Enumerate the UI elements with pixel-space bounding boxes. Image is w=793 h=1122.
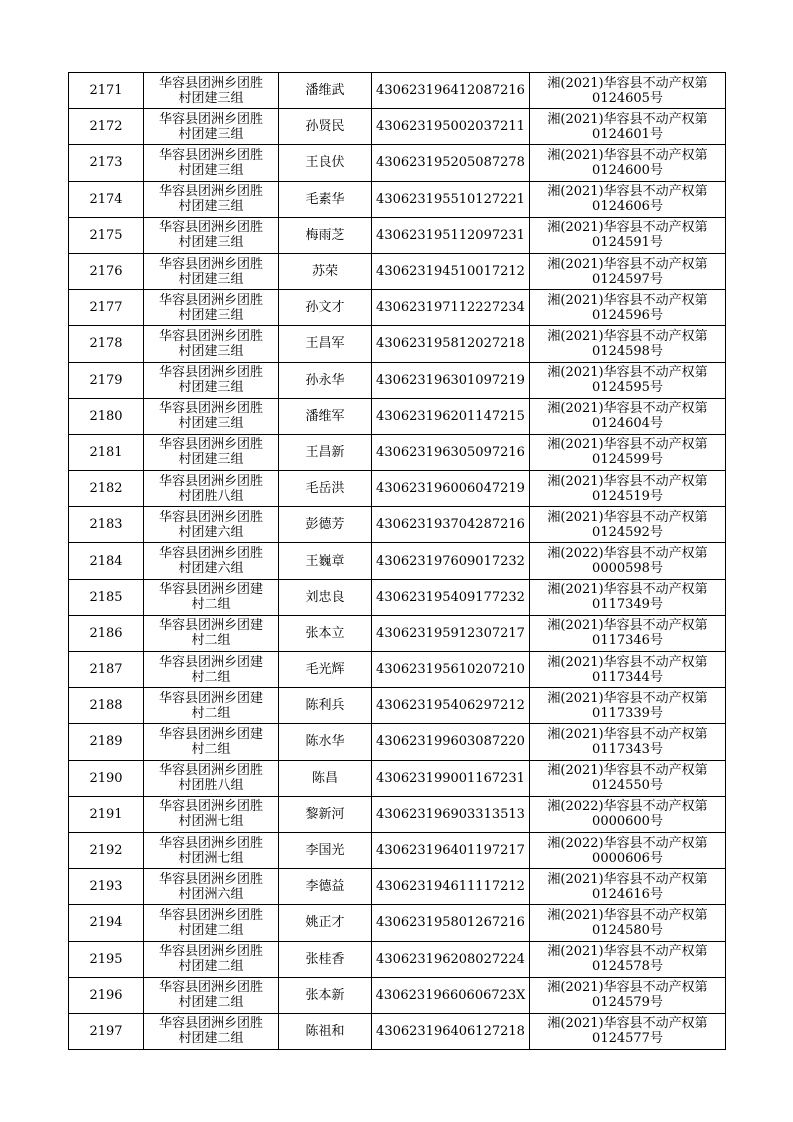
certificate-cell [530,724,726,760]
address-line-1: 华容县团洲乡团建 [158,618,263,634]
serial-number-cell: 2194 [69,905,144,941]
address-cell [144,145,279,181]
certificate-cell [530,1013,726,1049]
owner-name-cell: 彭德芳 [279,507,372,543]
certificate-line-2: 0117349号 [592,597,663,613]
address-cell [144,181,279,217]
address-line-1: 华容县团洲乡团胜 [158,1016,263,1032]
address-cell [144,543,279,579]
certificate-cell [530,869,726,905]
id-number-cell: 430623196201147215 [372,398,530,434]
address-cell [144,652,279,688]
certificate-cell [530,796,726,832]
serial-number-cell: 2175 [69,217,144,253]
certificate-cell [530,832,726,868]
address-cell [144,869,279,905]
certificate-line-1: 湘(2021)华容县不动产权第 [547,871,708,887]
table-row [69,579,726,615]
certificate-line-2: 0117339号 [592,705,663,721]
address-line-1: 华容县团洲乡团胜 [158,799,263,815]
id-number-cell: 430623195205087278 [372,145,530,181]
owner-name-cell: 李国光 [279,832,372,868]
certificate-line-2: 0117343号 [592,741,663,757]
table-row [69,869,726,905]
owner-name-cell: 姚正才 [279,905,372,941]
serial-number-cell: 2185 [69,579,144,615]
table-row [69,109,726,145]
certificate-line-2: 0117344号 [592,669,663,685]
certificate-line-1: 湘(2021)华容县不动产权第 [547,75,708,91]
certificate-cell [530,326,726,362]
address-line-1: 华容县团洲乡团胜 [158,763,263,779]
address-line-2: 村团建六组 [178,561,244,577]
address-cell [144,905,279,941]
certificate-cell [530,434,726,470]
serial-number-cell: 2188 [69,688,144,724]
id-number-cell: 430623195510127221 [372,181,530,217]
address-line-1: 华容县团洲乡团胜 [158,75,263,91]
owner-name-cell: 张桂香 [279,941,372,977]
owner-name-cell: 潘维军 [279,398,372,434]
certificate-cell [530,977,726,1013]
id-number-cell: 430623199001167231 [372,760,530,796]
serial-number-cell: 2171 [69,73,144,109]
certificate-cell [530,73,726,109]
table-row [69,796,726,832]
certificate-line-2: 0124591号 [592,235,663,251]
table-row [69,290,726,326]
id-number-cell: 430623193704287216 [372,507,530,543]
certificate-line-2: 0124599号 [592,452,663,468]
certificate-cell [530,652,726,688]
table-row [69,471,726,507]
owner-name-cell: 张本新 [279,977,372,1013]
serial-number-cell: 2178 [69,326,144,362]
owner-name-cell: 苏荣 [279,253,372,289]
id-number-cell: 430623196401197217 [372,832,530,868]
address-cell [144,253,279,289]
address-line-1: 华容县团洲乡团胜 [158,220,263,236]
address-cell [144,615,279,651]
address-line-1: 华容县团洲乡团胜 [158,184,263,200]
table-row [69,760,726,796]
id-number-cell: 430623196208027224 [372,941,530,977]
address-line-2: 村团建三组 [178,126,244,142]
address-line-1: 华容县团洲乡团建 [158,726,263,742]
certificate-cell [530,941,726,977]
certificate-line-2: 0124550号 [592,778,663,794]
serial-number-cell: 2186 [69,615,144,651]
address-cell [144,1013,279,1049]
owner-name-cell: 张本立 [279,615,372,651]
address-cell [144,977,279,1013]
serial-number-cell: 2180 [69,398,144,434]
address-cell [144,507,279,543]
certificate-cell [530,253,726,289]
address-cell [144,434,279,470]
serial-number-cell: 2183 [69,507,144,543]
address-line-1: 华容县团洲乡团胜 [158,328,263,344]
id-number-cell: 430623196406127218 [372,1013,530,1049]
certificate-line-2: 0124596号 [592,307,663,323]
certificate-line-1: 湘(2021)华容县不动产权第 [547,184,708,200]
table-row [69,181,726,217]
owner-name-cell: 潘维武 [279,73,372,109]
table-row [69,652,726,688]
serial-number-cell: 2197 [69,1013,144,1049]
certificate-cell [530,217,726,253]
address-line-2: 村团建三组 [178,307,244,323]
certificate-line-1: 湘(2022)华容县不动产权第 [547,799,708,815]
certificate-line-1: 湘(2021)华容县不动产权第 [547,654,708,670]
certificate-line-1: 湘(2021)华容县不动产权第 [547,726,708,742]
certificate-line-1: 湘(2021)华容县不动产权第 [547,690,708,706]
address-line-1: 华容县团洲乡团建 [158,690,263,706]
address-line-1: 华容县团洲乡团胜 [158,980,263,996]
owner-name-cell: 梅雨芝 [279,217,372,253]
owner-name-cell: 王巍章 [279,543,372,579]
table-row [69,977,726,1013]
serial-number-cell: 2192 [69,832,144,868]
address-line-2: 村团建三组 [178,271,244,287]
id-number-cell: 430623195912307217 [372,615,530,651]
certificate-cell [530,398,726,434]
certificate-line-1: 湘(2021)华容县不动产权第 [547,365,708,381]
address-line-1: 华容县团洲乡团建 [158,654,263,670]
owner-name-cell: 王昌军 [279,326,372,362]
table-row [69,688,726,724]
address-line-1: 华容县团洲乡团胜 [158,907,263,923]
serial-number-cell: 2179 [69,362,144,398]
certificate-line-1: 湘(2021)华容县不动产权第 [547,437,708,453]
address-cell [144,724,279,760]
serial-number-cell: 2191 [69,796,144,832]
table-row [69,73,726,109]
address-cell [144,326,279,362]
certificate-cell [530,290,726,326]
owner-name-cell: 毛岳洪 [279,471,372,507]
table-row [69,941,726,977]
serial-number-cell: 2176 [69,253,144,289]
owner-name-cell: 毛素华 [279,181,372,217]
address-cell [144,362,279,398]
certificate-line-1: 湘(2021)华容县不动产权第 [547,618,708,634]
certificate-cell [530,507,726,543]
certificate-line-2: 0124601号 [592,126,663,142]
id-number-cell: 430623196006047219 [372,471,530,507]
address-line-2: 村团洲七组 [178,814,244,830]
address-line-1: 华容县团洲乡团建 [158,582,263,598]
certificate-cell [530,905,726,941]
id-number-cell: 43062319660606723X [372,977,530,1013]
address-line-1: 华容县团洲乡团胜 [158,437,263,453]
id-number-cell: 430623196305097216 [372,434,530,470]
table-row [69,1013,726,1049]
certificate-line-1: 湘(2021)华容县不动产权第 [547,256,708,272]
id-number-cell: 430623195002037211 [372,109,530,145]
table-row [69,543,726,579]
certificate-line-2: 0000600号 [592,814,663,830]
certificate-line-2: 0124600号 [592,162,663,178]
address-line-2: 村二组 [191,633,231,649]
certificate-cell [530,109,726,145]
id-number-cell: 430623194510017212 [372,253,530,289]
id-number-cell: 430623197609017232 [372,543,530,579]
certificate-line-2: 0124606号 [592,199,663,215]
id-number-cell: 430623195801267216 [372,905,530,941]
address-line-1: 华容县团洲乡团胜 [158,365,263,381]
id-number-cell: 430623196412087216 [372,73,530,109]
address-line-2: 村团胜八组 [178,488,244,504]
serial-number-cell: 2177 [69,290,144,326]
certificate-line-2: 0124580号 [592,922,663,938]
address-cell [144,796,279,832]
table-row [69,832,726,868]
certificate-line-2: 0124598号 [592,343,663,359]
certificate-line-2: 0000606号 [592,850,663,866]
certificate-cell [530,362,726,398]
address-line-2: 村团建二组 [178,959,244,975]
address-cell [144,688,279,724]
certificate-line-1: 湘(2021)华容县不动产权第 [547,473,708,489]
id-number-cell: 430623195409177232 [372,579,530,615]
owner-name-cell: 陈祖和 [279,1013,372,1049]
certificate-line-1: 湘(2021)华容县不动产权第 [547,907,708,923]
address-line-2: 村团建二组 [178,995,244,1011]
certificate-line-1: 湘(2021)华容县不动产权第 [547,763,708,779]
owner-name-cell: 陈水华 [279,724,372,760]
address-line-1: 华容县团洲乡团胜 [158,944,263,960]
id-number-cell: 430623195812027218 [372,326,530,362]
table-row [69,398,726,434]
certificate-cell [530,579,726,615]
owner-name-cell: 李德益 [279,869,372,905]
certificate-cell [530,760,726,796]
serial-number-cell: 2174 [69,181,144,217]
address-line-1: 华容县团洲乡团胜 [158,546,263,562]
id-number-cell: 430623194611117212 [372,869,530,905]
serial-number-cell: 2196 [69,977,144,1013]
serial-number-cell: 2173 [69,145,144,181]
table-row [69,905,726,941]
address-line-1: 华容县团洲乡团胜 [158,473,263,489]
owner-name-cell: 陈利兵 [279,688,372,724]
address-line-1: 华容县团洲乡团胜 [158,509,263,525]
certificate-line-1: 湘(2022)华容县不动产权第 [547,546,708,562]
table-row [69,326,726,362]
owner-name-cell: 黎新河 [279,796,372,832]
id-number-cell: 430623196301097219 [372,362,530,398]
certificate-line-2: 0124579号 [592,995,663,1011]
certificate-cell [530,615,726,651]
certificate-cell [530,471,726,507]
address-line-1: 华容县团洲乡团胜 [158,835,263,851]
certificate-line-1: 湘(2021)华容县不动产权第 [547,147,708,163]
certificate-line-2: 0124578号 [592,959,663,975]
address-line-1: 华容县团洲乡团胜 [158,256,263,272]
owner-name-cell: 孙永华 [279,362,372,398]
address-line-1: 华容县团洲乡团胜 [158,292,263,308]
table-row [69,615,726,651]
certificate-line-1: 湘(2021)华容县不动产权第 [547,509,708,525]
address-cell [144,109,279,145]
table-row [69,507,726,543]
owner-name-cell: 孙文才 [279,290,372,326]
certificate-line-2: 0124519号 [592,488,663,504]
address-line-1: 华容县团洲乡团胜 [158,401,263,417]
certificate-line-1: 湘(2022)华容县不动产权第 [547,835,708,851]
table-row [69,434,726,470]
address-cell [144,832,279,868]
id-number-cell: 430623199603087220 [372,724,530,760]
owner-name-cell: 王良伏 [279,145,372,181]
certificate-line-2: 0124616号 [592,886,663,902]
certificate-cell [530,145,726,181]
address-line-2: 村二组 [191,597,231,613]
certificate-line-2: 0124597号 [592,271,663,287]
address-line-1: 华容县团洲乡团胜 [158,111,263,127]
address-line-1: 华容县团洲乡团胜 [158,871,263,887]
owner-name-cell: 王昌新 [279,434,372,470]
address-line-2: 村团建三组 [178,343,244,359]
id-number-cell: 430623197112227234 [372,290,530,326]
serial-number-cell: 2189 [69,724,144,760]
address-line-2: 村团建六组 [178,524,244,540]
certificate-line-1: 湘(2021)华容县不动产权第 [547,944,708,960]
address-line-2: 村团建三组 [178,416,244,432]
id-number-cell: 430623195406297212 [372,688,530,724]
certificate-line-2: 0124577号 [592,1031,663,1047]
serial-number-cell: 2184 [69,543,144,579]
serial-number-cell: 2172 [69,109,144,145]
owner-name-cell: 毛光辉 [279,652,372,688]
address-line-2: 村团建三组 [178,199,244,215]
address-line-2: 村二组 [191,669,231,685]
table-row [69,145,726,181]
certificate-line-2: 0124592号 [592,524,663,540]
certificate-cell [530,688,726,724]
certificate-line-1: 湘(2021)华容县不动产权第 [547,980,708,996]
certificate-line-1: 湘(2021)华容县不动产权第 [547,220,708,236]
address-line-2: 村团建二组 [178,1031,244,1047]
serial-number-cell: 2195 [69,941,144,977]
certificate-line-2: 0000598号 [592,561,663,577]
certificate-cell [530,181,726,217]
certificate-line-1: 湘(2021)华容县不动产权第 [547,401,708,417]
id-number-cell: 430623196903313513 [372,796,530,832]
address-cell [144,941,279,977]
serial-number-cell: 2193 [69,869,144,905]
address-line-2: 村二组 [191,741,231,757]
address-line-2: 村团胜八组 [178,778,244,794]
address-line-2: 村团建三组 [178,162,244,178]
certificate-line-1: 湘(2021)华容县不动产权第 [547,111,708,127]
id-number-cell: 430623195112097231 [372,217,530,253]
address-cell [144,217,279,253]
address-line-1: 华容县团洲乡团胜 [158,147,263,163]
certificate-line-1: 湘(2021)华容县不动产权第 [547,292,708,308]
address-line-2: 村团建三组 [178,90,244,106]
certificate-line-1: 湘(2021)华容县不动产权第 [547,1016,708,1032]
serial-number-cell: 2187 [69,652,144,688]
address-cell [144,290,279,326]
serial-number-cell: 2190 [69,760,144,796]
owner-name-cell: 刘忠良 [279,579,372,615]
address-cell [144,579,279,615]
address-line-2: 村团建三组 [178,235,244,251]
certificate-line-2: 0124595号 [592,380,663,396]
table-row [69,724,726,760]
address-line-2: 村二组 [191,705,231,721]
address-cell [144,471,279,507]
address-cell [144,760,279,796]
owner-name-cell: 陈昌 [279,760,372,796]
serial-number-cell: 2181 [69,434,144,470]
owner-name-cell: 孙贤民 [279,109,372,145]
certificate-line-2: 0117346号 [592,633,663,649]
address-line-2: 村团洲六组 [178,886,244,902]
address-line-2: 村团建三组 [178,380,244,396]
address-line-2: 村团建二组 [178,922,244,938]
address-line-2: 村团洲七组 [178,850,244,866]
certificate-cell [530,543,726,579]
serial-number-cell: 2182 [69,471,144,507]
table-row [69,217,726,253]
certificate-line-1: 湘(2021)华容县不动产权第 [547,328,708,344]
records-body [69,73,726,1050]
certificate-line-2: 0124605号 [592,90,663,106]
address-line-2: 村团建三组 [178,452,244,468]
certificate-line-2: 0124604号 [592,416,663,432]
records-table [68,72,726,1050]
certificate-line-1: 湘(2021)华容县不动产权第 [547,582,708,598]
table-row [69,253,726,289]
address-cell [144,398,279,434]
address-cell [144,73,279,109]
table-row [69,362,726,398]
id-number-cell: 430623195610207210 [372,652,530,688]
